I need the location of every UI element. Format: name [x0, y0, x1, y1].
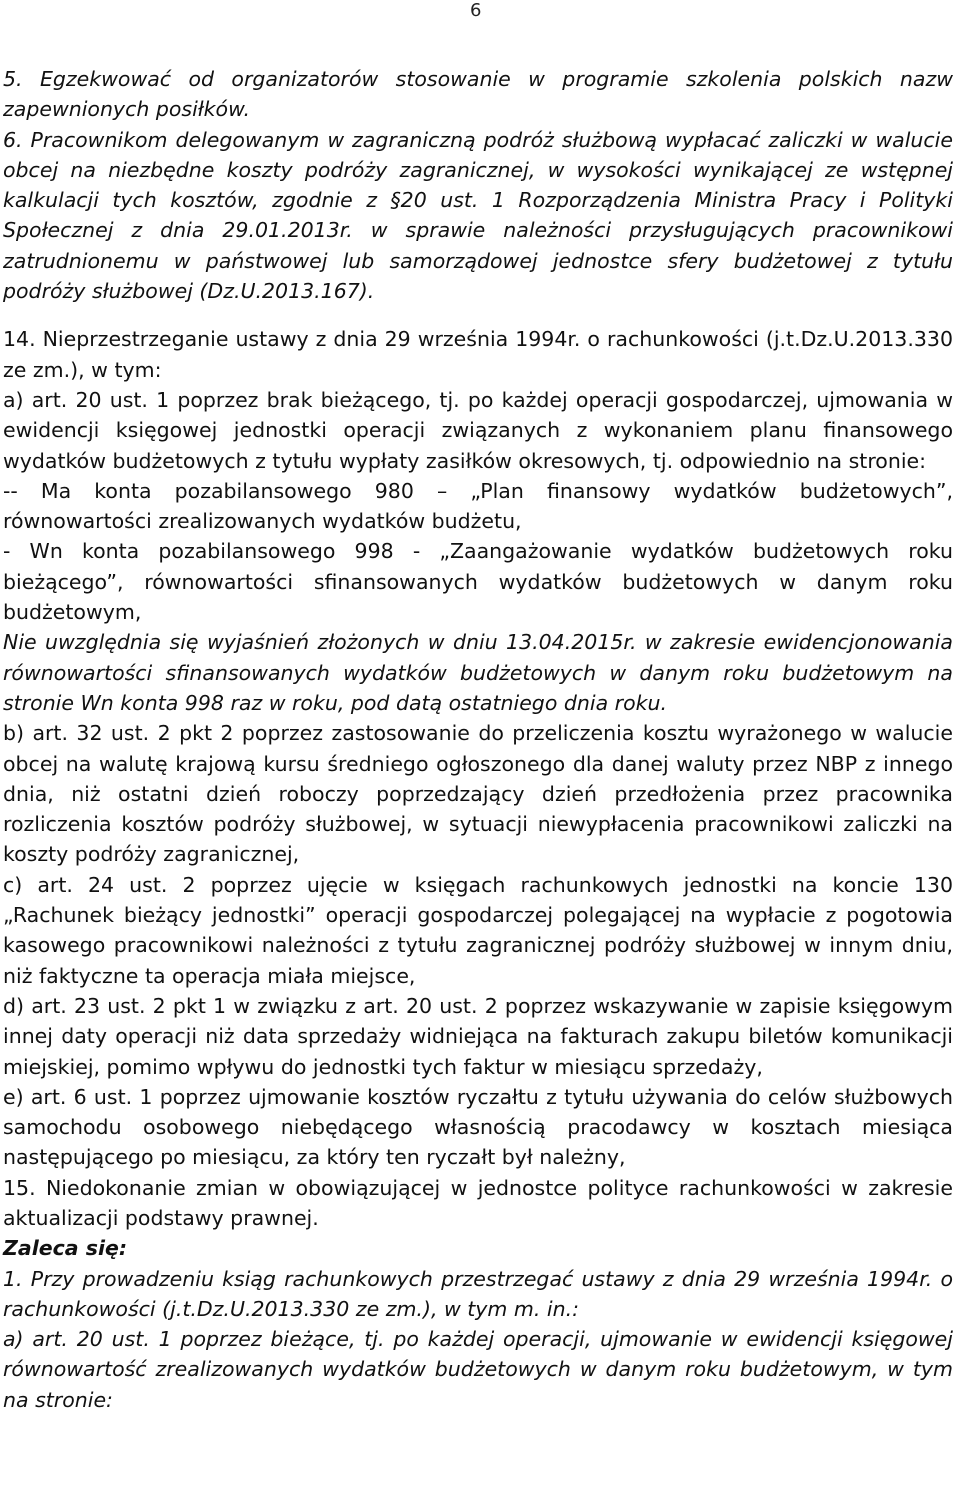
finding-14-c: c) art. 24 ust. 2 poprzez ujęcie w księgach rachunkowych jednostki na koncie 130 „Rachunek bieżący jednostki” operacji gospodarczej polegającej na wypłacie z pogotowia kasowego pracownikowi należności z tytułu zagranicznej podróży służbowej w innym dniu, niż faktyczne ta operacja miała miejsce, — [3, 872, 953, 988]
recommendation-5: 5. Egzekwować od organizatorów stosowanie w programie szkolenia polskich nazw zapewnionych posiłków. — [3, 67, 953, 122]
recommendation-1-a: a) art. 20 ust. 1 poprzez bieżące, tj. po każdej operacji, ujmowanie w ewidencji księgowej równowartość zrealizowanych wydatków budżetowych w danym roku budżetowym, w tym na stronie: — [3, 1327, 953, 1412]
paragraph-gap — [3, 306, 953, 324]
finding-14-a: a) art. 20 ust. 1 poprzez brak bieżącego, tj. po każdej operacji gospodarczej, ujmowania w ewidencji księgowej jednostki operacji związanych z wykonaniem planu finansowego wydatków budżetowych z tytułu wypłaty zasiłków okresowych, tj. odpowiednio na stronie: — [3, 387, 953, 473]
recommendations-heading: Zaleca się: — [3, 1236, 128, 1261]
finding-14-d: d) art. 23 ust. 2 pkt 1 w związku z art. 20 ust. 2 poprzez wskazywanie w zapisie księgowym innej daty operacji niż data sprzedaży widniejąca na fakturach zakupu biletów komunikacji miejskiej, pomimo wpływu do jednostki tych faktur w miesiącu sprzedaży, — [3, 993, 953, 1079]
page-number: 6 — [470, 0, 482, 21]
recommendation-1: 1. Przy prowadzeniu ksiąg rachunkowych przestrzegać ustawy z dnia 29 września 1994r. o rachunkowości (j.t.Dz.U.2013.330 ze zm.), w tym m. in.: — [3, 1266, 953, 1321]
finding-14-a-ma-980: -- Ma konta pozabilansowego 980 – „Plan finansowy wydatków budżetowych”, równowartości zrealizowanych wydatków budżetu, — [3, 478, 953, 534]
finding-14-a-wn-998: - Wn konta pozabilansowego 998 - „Zaangażowanie wydatków budżetowych roku bieżącego”, równowartości sfinansowanych wydatków budżetowych w danym roku budżetowym, — [3, 539, 953, 625]
finding-14: 14. Nieprzestrzeganie ustawy z dnia 29 września 1994r. o rachunkowości (j.t.Dz.U.2013.330 ze zm.), w tym: — [3, 327, 953, 382]
finding-14-b: b) art. 32 ust. 2 pkt 2 poprzez zastosowanie do przeliczenia kosztu wyrażonego w walucie obcej na walutę krajową kursu średniego ogłoszonego dla danej waluty przez NBP z innego dnia, niż ostatni dzień roboczy poprzedzający dzień przedłożenia przez pracownika rozliczenia kosztów podróży służbowej, w sytuacji niewypłacenia pracownikowi zaliczki na koszty podróży zagranicznej, — [3, 721, 953, 867]
explanation-note: Nie uwzględnia się wyjaśnień złożonych w dniu 13.04.2015r. w zakresie ewidencjonowania równowartości sfinansowanych wydatków budżetowych w danym roku budżetowym na stronie Wn konta 998 raz w roku, pod datą ostatniego dnia roku. — [3, 630, 953, 715]
finding-14-e: e) art. 6 ust. 1 poprzez ujmowanie kosztów ryczałtu z tytułu używania do celów służbowych samochodu osobowego niebędącego własnością pracodawcy w kosztach miesiąca następującego po miesiącu, za który ten ryczałt był należny, — [3, 1084, 953, 1170]
document-body — [3, 64, 953, 1415]
recommendation-6: 6. Pracownikom delegowanym w zagraniczną podróż służbową wypłacać zaliczki w walucie obcej na niezbędne koszty podróży zagranicznej, w wysokości wynikającej ze wstępnej kalkulacji tych kosztów, zgodnie z §20 ust. 1 Rozporządzenia Ministra Pracy i Polityki Społecznej z dnia 29.01.2013r. w sprawie należności przysługujących pracownikowi zatrudnionemu w państwowej lub samorządowej jednostce sfery budżetowej z tytułu podróży służbowej (Dz.U.2013.167). — [3, 127, 953, 304]
finding-15: 15. Niedokonanie zmian w obowiązującej w jednostce polityce rachunkowości w zakresie aktualizacji podstawy prawnej. — [3, 1175, 953, 1230]
